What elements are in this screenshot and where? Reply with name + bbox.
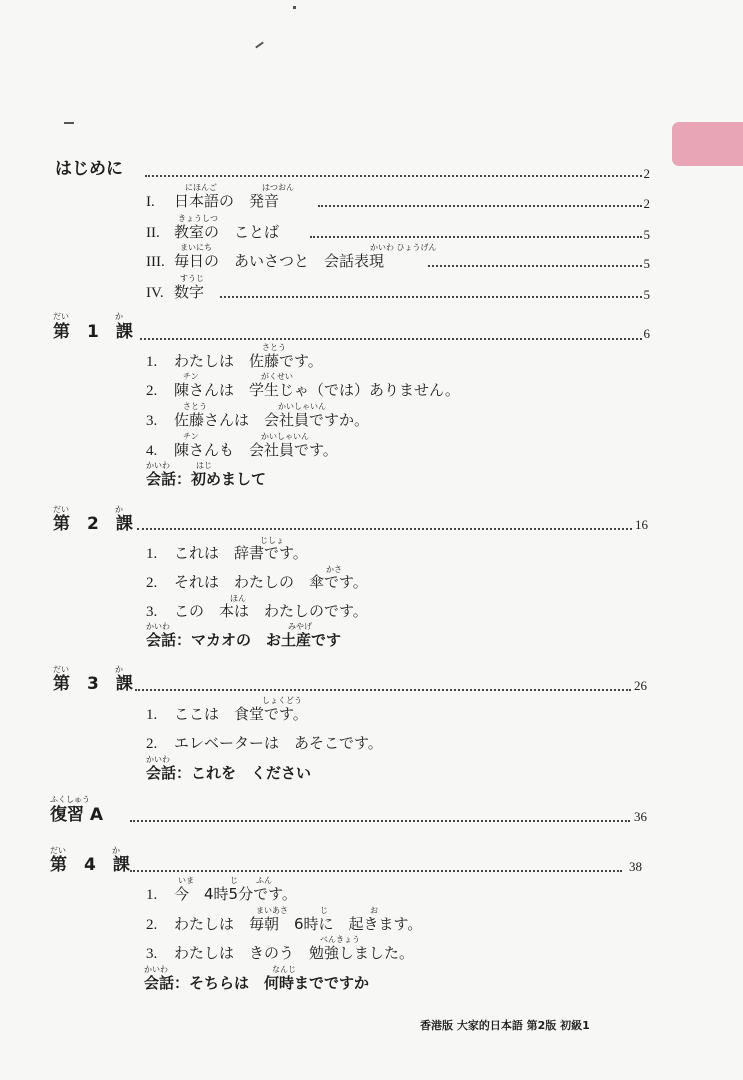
section-title: 第 2 課 bbox=[53, 514, 133, 534]
page-number: 36 bbox=[634, 809, 647, 824]
toc-item: 1. 今 4時5分です。 bbox=[146, 885, 297, 903]
toc-item: IV. 数字 bbox=[146, 283, 205, 301]
toc-item: 2. わたしは 毎朝 6時に 起きます。 bbox=[146, 915, 423, 933]
section-title: 第 3 課 bbox=[53, 674, 133, 694]
toc-item: 1. わたしは 佐藤です。 bbox=[146, 352, 323, 370]
page-number: 5 bbox=[643, 287, 650, 302]
toc-item: 4. 陳さんも 会社員です。 bbox=[146, 441, 338, 459]
ink-speck bbox=[293, 6, 296, 9]
toc-item: 3. この 本は わたしのです。 bbox=[146, 602, 368, 620]
toc-item: 2. それは わたしの 傘です。 bbox=[146, 573, 368, 591]
page-number: 16 bbox=[635, 517, 648, 532]
toc-item: 3. 佐藤さんは 会社員ですか。 bbox=[146, 411, 370, 429]
toc-item: 1. これは 辞書です。 bbox=[146, 544, 308, 562]
section-title: 復習 A bbox=[50, 805, 104, 825]
toc-item: 2. エレベーターは あそこです。 bbox=[146, 734, 383, 752]
page-number: 26 bbox=[634, 678, 647, 693]
section-title: 第 1 課 bbox=[53, 322, 133, 342]
leader-dots bbox=[140, 338, 642, 340]
toc-item: 2. 陳さんは 学生じゃ（では）ありません。 bbox=[146, 381, 460, 399]
leader-dots bbox=[130, 870, 622, 872]
conversation-title: 会話：マカオの お土産です bbox=[146, 631, 342, 649]
leader-dots bbox=[145, 175, 642, 177]
page-number: 2 bbox=[643, 166, 650, 181]
ink-speck bbox=[64, 122, 74, 124]
leader-dots bbox=[130, 820, 630, 822]
toc-item: I. 日本語の 発音 bbox=[146, 192, 280, 210]
page-number: 6 bbox=[643, 326, 650, 341]
leader-dots bbox=[137, 528, 632, 530]
toc-item: 1. ここは 食堂です。 bbox=[146, 705, 308, 723]
leader-dots bbox=[310, 236, 642, 238]
toc-item: II. 教室の ことば bbox=[146, 223, 280, 241]
page-number: 2 bbox=[643, 196, 650, 211]
ink-speck bbox=[255, 42, 264, 49]
page-number: 38 bbox=[629, 859, 642, 874]
page-number: 5 bbox=[643, 256, 650, 271]
leader-dots bbox=[318, 205, 642, 207]
section-title: 第 4 課 bbox=[50, 855, 130, 875]
leader-dots bbox=[428, 265, 642, 267]
pink-index-tab bbox=[672, 122, 743, 166]
leader-dots bbox=[135, 689, 631, 691]
book-footer: 香港版 大家的日本語 第2版 初級1 bbox=[420, 1019, 590, 1032]
conversation-title: 会話：これを ください bbox=[146, 764, 312, 782]
conversation-title: 会話：初めまして bbox=[146, 470, 267, 488]
page-number: 5 bbox=[643, 227, 650, 242]
section-title: はじめに bbox=[55, 159, 123, 179]
conversation-title: 会話：そちらは 何時までですか bbox=[144, 974, 370, 992]
leader-dots bbox=[220, 296, 642, 298]
toc-item: 3. わたしは きのう 勉強しました。 bbox=[146, 944, 415, 962]
toc-item: III. 毎日の あいさつと 会話表現 bbox=[146, 252, 385, 270]
